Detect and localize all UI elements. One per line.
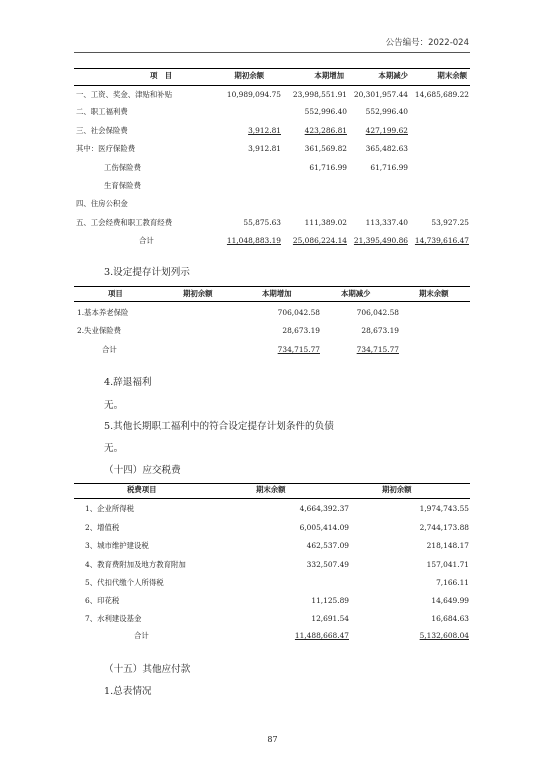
tax-row-label: 7、水利建设基金 bbox=[85, 614, 142, 623]
section-5-title: 5.其他长期职工福利中的符合设定提存计划条件的负债 bbox=[104, 421, 334, 432]
notice-number: 公告编号：2022-024 bbox=[385, 38, 469, 48]
tax-row-value: 12,691.54 bbox=[311, 614, 349, 623]
dc-col-item: 项目 bbox=[108, 289, 123, 298]
salary-row-label: 工伤保险费 bbox=[104, 163, 141, 172]
salary-row-value: 14,685,689.22 bbox=[414, 90, 469, 99]
salary-col-closing: 期末余额 bbox=[437, 71, 467, 80]
dc-row-label: 1.基本养老保险 bbox=[77, 308, 129, 317]
tax-col-opening: 期初余额 bbox=[382, 485, 412, 494]
salary-row-value: 61,716.99 bbox=[309, 163, 347, 172]
salary-total-value: 11,048,883.19 bbox=[226, 236, 281, 245]
section-14-title: （十四）应交税费 bbox=[104, 465, 181, 476]
section-4-body: 无。 bbox=[104, 400, 124, 411]
tax-row-value: 6,005,414.09 bbox=[299, 523, 349, 532]
salary-row-value: 552,996.40 bbox=[365, 107, 408, 116]
salary-table-header-rule bbox=[74, 85, 470, 86]
page-number: 87 bbox=[267, 735, 278, 744]
tax-total-label: 合计 bbox=[134, 631, 149, 640]
tax-row-value: 7,166.11 bbox=[436, 578, 469, 587]
tax-row-value: 462,537.09 bbox=[306, 541, 349, 550]
tax-total-value: 5,132,608.04 bbox=[419, 631, 469, 640]
salary-row-value: 3,912.81 bbox=[248, 126, 281, 135]
tax-col-item: 税费项目 bbox=[127, 485, 157, 494]
tax-row-value: 218,148.17 bbox=[426, 541, 469, 550]
salary-table-top-rule bbox=[74, 68, 470, 69]
tax-row-value: 4,664,392.37 bbox=[299, 504, 349, 513]
salary-total-label: 合计 bbox=[139, 236, 154, 245]
salary-row-label: 二、职工福利费 bbox=[76, 107, 128, 116]
header-rule bbox=[74, 52, 470, 53]
dc-total-label: 合计 bbox=[102, 345, 117, 354]
salary-row-value: 61,716.99 bbox=[370, 163, 408, 172]
salary-row-value: 23,998,551.91 bbox=[292, 90, 347, 99]
salary-row-label: 其中：医疗保险费 bbox=[76, 144, 136, 153]
dc-col-increase: 本期增加 bbox=[262, 289, 292, 298]
tax-row-label: 5、代扣代缴个人所得税 bbox=[85, 578, 164, 587]
section-3-title: 3.设定提存计划列示 bbox=[104, 267, 190, 278]
tax-row-label: 3、城市维护建设税 bbox=[85, 541, 149, 550]
salary-row-value: 111,389.02 bbox=[304, 218, 347, 227]
dc-row-value: 706,042.58 bbox=[277, 308, 320, 317]
tax-row-label: 1、企业所得税 bbox=[85, 504, 135, 513]
tax-col-closing: 期末余额 bbox=[256, 485, 286, 494]
dc-row-value: 28,673.19 bbox=[282, 326, 320, 335]
salary-row-value: 113,337.40 bbox=[365, 218, 408, 227]
salary-col-increase: 本期增加 bbox=[314, 71, 344, 80]
salary-row-value: 552,996.40 bbox=[304, 107, 347, 116]
salary-row-label: 一、工资、奖金、津贴和补贴 bbox=[76, 90, 173, 99]
section-4-title: 4.辞退福利 bbox=[104, 377, 152, 388]
tax-table-top-rule bbox=[74, 483, 470, 484]
dc-row-label: 2.失业保险费 bbox=[77, 326, 122, 335]
dc-total-value: 734,715.77 bbox=[356, 345, 399, 354]
salary-row-value: 3,912.81 bbox=[248, 144, 281, 153]
salary-row-label: 五、工会经费和职工教育经费 bbox=[76, 218, 173, 227]
salary-row-label: 三、社会保险费 bbox=[76, 126, 128, 135]
salary-row-value: 10,989,094.75 bbox=[226, 90, 281, 99]
salary-row-value: 20,301,957.44 bbox=[353, 90, 408, 99]
dc-table-top-rule bbox=[74, 286, 470, 287]
salary-total-value: 14,739,616.47 bbox=[414, 236, 469, 245]
dc-total-value: 734,715.77 bbox=[277, 345, 320, 354]
section-15-title: （十五）其他应付款 bbox=[104, 664, 191, 675]
tax-row-value: 157,041.71 bbox=[426, 560, 469, 569]
salary-row-value: 427,199.62 bbox=[365, 126, 408, 135]
salary-col-item: 项 目 bbox=[150, 71, 173, 80]
salary-row-value: 423,286.81 bbox=[304, 126, 347, 135]
salary-total-value: 21,395,490.86 bbox=[353, 236, 408, 245]
salary-col-decrease: 本期减少 bbox=[378, 71, 408, 80]
tax-table-header-rule bbox=[74, 498, 470, 499]
section-5-body: 无。 bbox=[104, 443, 124, 454]
tax-row-value: 16,684.63 bbox=[431, 614, 469, 623]
dc-col-opening: 期初余额 bbox=[183, 289, 213, 298]
tax-row-label: 6、印花税 bbox=[85, 596, 120, 605]
salary-total-value: 25,086,224.14 bbox=[292, 236, 347, 245]
dc-col-closing: 期末余额 bbox=[419, 289, 449, 298]
salary-row-value: 365,482.63 bbox=[365, 144, 408, 153]
tax-row-label: 4、教育费附加及地方教育附加 bbox=[85, 560, 186, 569]
dc-col-decrease: 本期减少 bbox=[341, 289, 371, 298]
tax-row-value: 332,507.49 bbox=[306, 560, 349, 569]
tax-row-value: 2,744,173.88 bbox=[419, 523, 469, 532]
dc-table-header-rule bbox=[74, 301, 470, 302]
dc-row-value: 706,042.58 bbox=[356, 308, 399, 317]
salary-col-opening: 期初余额 bbox=[234, 71, 264, 80]
tax-row-value: 11,125.89 bbox=[311, 596, 349, 605]
tax-row-value: 14,649.99 bbox=[431, 596, 469, 605]
tax-row-value: 1,974,743.55 bbox=[419, 504, 469, 513]
tax-row-label: 2、增值税 bbox=[85, 523, 120, 532]
salary-row-label: 生育保险费 bbox=[104, 181, 141, 190]
salary-row-value: 361,569.82 bbox=[304, 144, 347, 153]
salary-row-value: 55,875.63 bbox=[243, 218, 281, 227]
tax-total-value: 11,488,668.47 bbox=[294, 631, 349, 640]
salary-row-value: 53,927.25 bbox=[431, 218, 469, 227]
dc-row-value: 28,673.19 bbox=[361, 326, 399, 335]
salary-row-label: 四、住房公积金 bbox=[76, 199, 128, 208]
section-15-subtitle: 1.总表情况 bbox=[104, 686, 152, 697]
